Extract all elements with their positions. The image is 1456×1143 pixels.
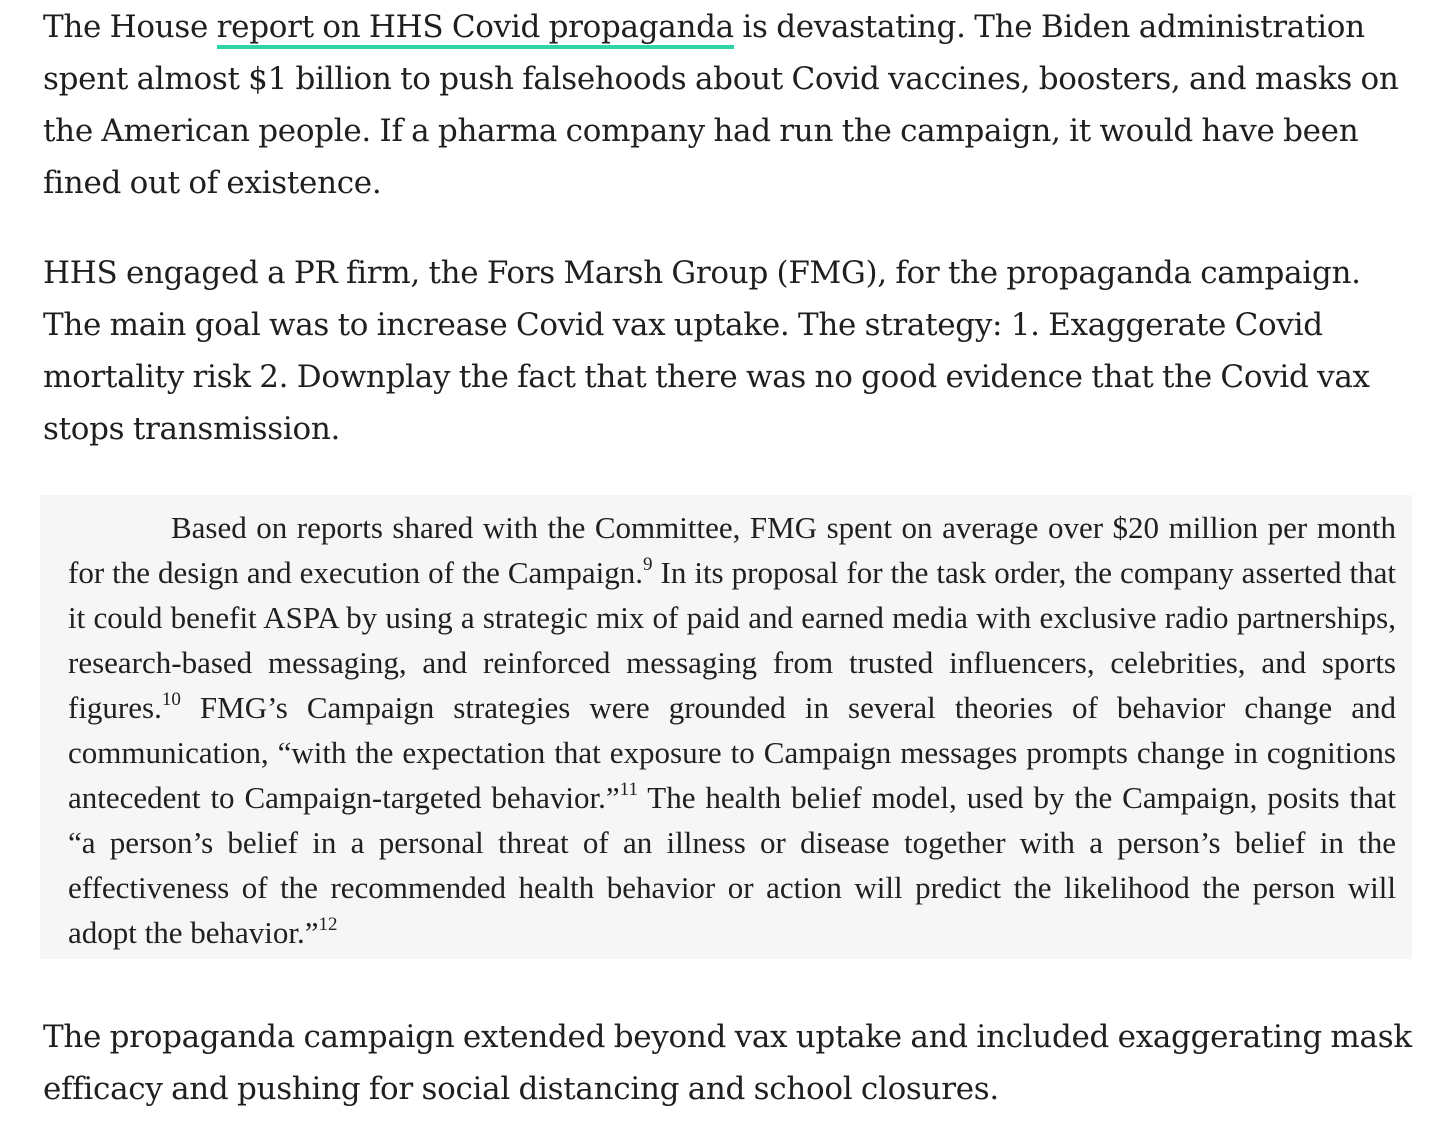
excerpt-part-4: The health belief model, used by the Campaign, posits that “a person’s belief in a personal threat of an illness or disease together with a person’s belief in the effectiveness of the recommended health behavior or action will predict the likelihood the person will adopt the behavior.” <box>68 780 1396 950</box>
paragraph-pr-firm: HHS engaged a PR firm, the Fors Marsh Group (FMG), for the propaganda campaign. The main goal was to increase Covid vax uptake. The strategy: 1. Exaggerate Covid mortality risk 2. Downplay the fact that there was no good evidence that the Covid vax stops transmission. <box>43 255 1370 447</box>
footnote-11: 11 <box>619 778 638 800</box>
paragraph-intro <box>43 1 1413 209</box>
footnote-9: 9 <box>643 553 653 575</box>
excerpt-part-3: FMG’s Campaign strategies were grounded in several theories of behavior change and communication, “with the expectation that exposure to Campaign messages prompts change in cognitions antecedent to Campaign-targeted behavior.” <box>68 690 1396 815</box>
excerpt-text <box>68 505 1396 955</box>
paragraph-campaign-scope: The propaganda campaign extended beyond vax uptake and included exaggerating mask efficacy and pushing for social distancing and school closures. <box>43 1019 1412 1107</box>
report-link[interactable]: report on HHS Covid propaganda <box>217 9 734 49</box>
footnote-12: 12 <box>318 913 338 935</box>
footnote-10: 10 <box>161 688 181 710</box>
intro-text-before-link: The House <box>43 9 217 45</box>
report-excerpt-image <box>40 495 1412 959</box>
excerpt-part-2: In its proposal for the task order, the company asserted that it could benefit ASPA by using a strategic mix of paid and earned media with exclusive radio partnerships, research-based messaging, and reinforced messaging from trusted influencers, celebrities, and sports figures. <box>68 555 1396 725</box>
excerpt-part-1: Based on reports shared with the Committee, FMG spent on average over $20 million per month for the design and execution of the Campaign. <box>68 510 1396 590</box>
article-body <box>43 0 1413 1115</box>
intro-text-after-link: is devastating. The Biden administration spent almost $1 billion to push falsehoods about Covid vaccines, boosters, and masks on the American people. If a pharma company had run the campaign, it would have been fined out of existence. <box>43 9 1399 201</box>
